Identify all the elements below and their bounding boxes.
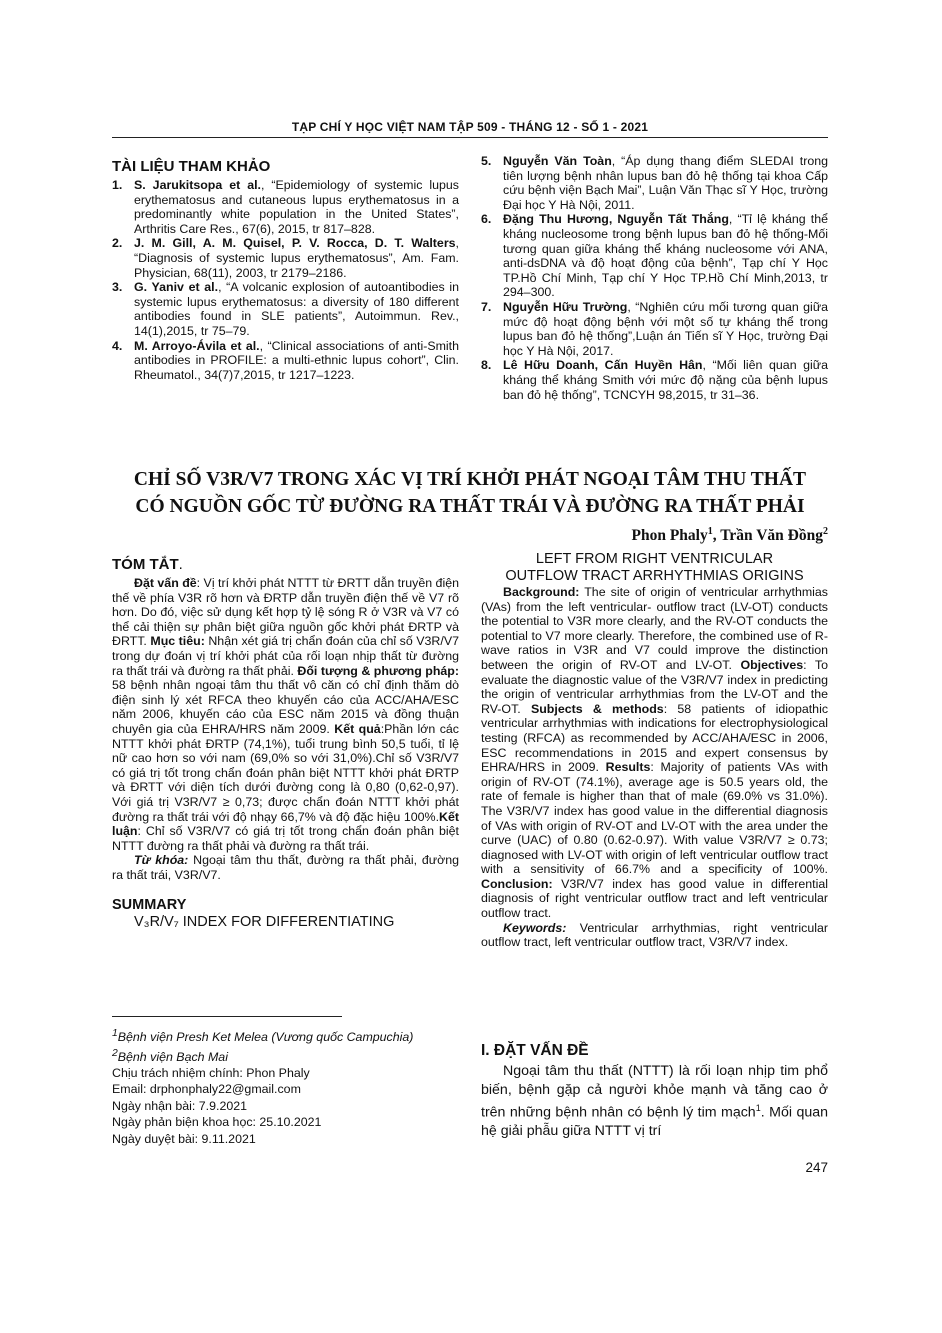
reference-authors: S. Jarukitsopa et al. <box>134 178 261 192</box>
label-intro: Đặt vấn đề <box>134 576 197 590</box>
english-title-line-3: OUTFLOW TRACT ARRHYTHMIAS ORIGINS <box>505 568 804 584</box>
abstract-methods-text: 58 bệnh nhân ngoại tâm thu thất vô căn có chỉ định thăm dò điện sinh lý xét RFCA theo khuyến cáo của ACC/AHA/ESC năm 2006, khuyến cáo của ESC năm 2015 và đồng thuận chuyên gia của EHRA/HRS năm 2009. <box>112 678 459 736</box>
reference-number: 5. <box>481 154 492 168</box>
reference-number: 7. <box>481 299 492 314</box>
abstract-left-column <box>112 556 459 931</box>
summary-objectives-text: : To evaluate the diagnostic value of the V3R/V7 index in predicting the origin of ventricular arrhythmias from the LV-OT and the RV-OT. <box>481 657 828 716</box>
introduction-section <box>481 1041 828 1141</box>
reference-text: , “Nghiên cứu mối tương quan giữa mức độ hoạt động bệnh với một số tự kháng thể trong lupus ban đỏ hệ thống”,Luận án Tiến sĩ Y Học, trường Đại học Y Hà Nội, 2017. <box>503 299 828 358</box>
author-name: Phon Phaly <box>631 527 708 545</box>
date-reviewed: Ngày phản biện khoa học: 25.10.2021 <box>112 1115 322 1130</box>
label-keywords-vi: Từ khóa: <box>134 853 189 868</box>
reference-item <box>481 358 828 402</box>
reference-authors: J. M. Gill, A. M. Quisel, P. V. Rocca, D. T. Walters <box>134 236 456 251</box>
label-keywords-en: Keywords: <box>503 920 567 935</box>
article-authors <box>631 526 828 545</box>
reference-text: , “Mối liên quan giữa kháng thể kháng Smith với mức độ nặng của bệnh lupus ban đỏ hệ thống”, TCNCYH 98,2015, tr 31–36. <box>503 358 828 402</box>
abstract-results-text: :Phần lớn các NTTT khởi phát ĐRTP (74,1%), tuổi trung bình 50,5 tuổi, tỉ lệ nữ cao hơn so với nam (69,0% so với 31,0%).Chỉ số V3R/V7 có giá trị tốt trong chẩn đoán phân biệt NTTT khởi phát ĐRTP và ĐRTT với diện tích dưới đường cong là 0,80 (0,62-0,97). Với giá trị V3R/V7 ≥ 0,73; được chẩn đoán NTTT khởi phát đường ra thất trái với độ nhạy 66,7% và độ đặc hiệu 100%. <box>112 721 459 824</box>
label-results-en: Results <box>605 760 651 775</box>
reference-authors: M. Arroyo-Ávila et al. <box>134 338 260 353</box>
summary-background-text: The site of origin of ventricular arrhythmias (VAs) from the left ventricular- outflow tract (LV-OT) conducts the potential to V3R more clearly, and the RV-OT conducts the potential to V7 more clearly. Therefore, the combined use of R-wave ratios in V3R and V7 could improve the distinction between the origin of RV-OT and LV-OT. <box>481 585 828 672</box>
date-accepted: Ngày duyệt bài: 9.11.2021 <box>112 1131 256 1146</box>
reference-item <box>481 212 828 300</box>
reference-item <box>112 236 459 280</box>
label-methods: Đối tượng & phương pháp: <box>297 663 459 678</box>
summary-heading: SUMMARY <box>112 897 187 914</box>
reference-authors: Lê Hữu Doanh, Cấn Huyền Hân <box>503 358 703 373</box>
reference-number: 8. <box>481 358 492 373</box>
abstract-heading <box>112 556 459 574</box>
introduction-text-continued: . Mối quan hệ giải phẫu giữa NTTT vị trí <box>481 1104 829 1140</box>
affiliation-mark: 1 <box>112 1028 118 1039</box>
reference-number: 1. <box>112 178 123 192</box>
label-objectives-en: Objectives <box>740 657 804 672</box>
label-methods-en: Subjects & methods <box>530 701 664 716</box>
reference-authors: Nguyễn Văn Toàn <box>503 154 612 168</box>
affiliation-1-text: Bệnh viện Presh Ket Melea (Vương quốc Campuchia) <box>117 1030 414 1045</box>
reference-text: , “Clinical associations of anti-Smith antibodies in PROFILE: a multi-ethnic lupus cohort”, Clin. Rheumatol., 34(7)7,2015, tr 1217–1223. <box>134 338 459 382</box>
abstract-vi-paragraph <box>112 576 459 853</box>
reference-number: 2. <box>112 236 123 251</box>
label-objectives: Mục tiêu: <box>150 634 205 649</box>
affiliation-mark: 2 <box>112 1047 118 1059</box>
reference-text: , “A volcanic explosion of autoantibodies in systemic lupus erythematosus: a diversity of 180 different antibodies found in SLE patients”, Autoimmun. Rev., 14(1),2015, tr 75–79. <box>134 280 459 338</box>
corresponding-author: Chịu trách nhiệm chính: Phon Phaly <box>112 1066 310 1081</box>
introduction-text: Ngoại tâm thu thất (NTTT) là rối loạn nhịp tim phổ biến, bệnh gặp cả người khỏe mạnh và tăng cao ở trên những bệnh nhân có bệnh lý tim mạch <box>481 1063 828 1121</box>
reference-text: , “Tỉ lệ kháng thể kháng nucleosome trong bệnh lupus ban đỏ hệ thống-Mối tương quan giữa kháng thể kháng nucleosome với ANA, anti-dsDNA và độ hoạt động của bệnh”, Tạp chí Y Học TP.Hồ Chí Minh, Tạp chí Y Học TP.Hồ Chí Minh,2013, tr 294–300. <box>503 212 828 300</box>
reference-item <box>481 154 828 212</box>
reference-list-continued <box>481 154 828 402</box>
reference-item <box>481 300 828 358</box>
abstract-heading-text: TÓM TẮT <box>112 556 179 573</box>
reference-number: 6. <box>481 212 492 227</box>
summary-paragraph <box>481 585 828 921</box>
reference-text: , “Epidemiology of systemic lupus erythematosus and cutaneous lupus erythematosus in a predominantly white population in the United States”, Arthritis Care Res., 67(6), 2015, tr 817–828. <box>134 178 459 236</box>
reference-number: 4. <box>112 338 123 353</box>
reference-list <box>112 178 459 382</box>
reference-authors: Nguyễn Hữu Trường <box>503 299 628 314</box>
introduction-heading: I. ĐẶT VẤN ĐỀ <box>481 1042 589 1059</box>
abstract-objectives-text: Nhận xét giá trị chẩn đoán của chỉ số V3R/V7 trong dự đoán vị trí khởi phát của rối loạn nhịp thất từ đường ra thất trái và đường ra thất phải. <box>112 634 459 678</box>
english-title-line-1: V₃R/V₇ INDEX FOR DIFFERENTIATING <box>134 914 395 931</box>
running-head: TẠP CHÍ Y HỌC VIỆT NAM TẬP 509 - THÁNG 12 - SỐ 1 - 2021 <box>291 120 649 134</box>
keywords-en-text: Ventricular arrhythmias, right ventricular outflow tract, left ventricular outflow tract, V3R/V7 index. <box>481 920 828 950</box>
author-affiliation-mark: 2 <box>823 526 828 537</box>
author-name: Trần Văn Đồng <box>720 527 823 545</box>
author-separator: , <box>712 527 721 545</box>
references-left-column <box>112 158 459 382</box>
reference-text: , “Diagnosis of systemic lupus erythematosus”, Am. Fam. Physician, 68(11), 2003, tr 2179–2186. <box>134 236 459 280</box>
email: Email: drphonphaly22@gmail.com <box>112 1082 301 1097</box>
summary-results-text: : Majority of patients VAs with origin of RV-OT (74.1%), average age is 50.5 years old, the rate of female is higher than that of male (69.0% vs 31.0%). The V3R/V7 index has good value in the differential diagnosis of VAs with origin of RV-OT and LV-OT with the area under the curve (UAC) of 0.80 (0.62-0.97). With value V3R/V7 ≥ 0.73; diagnosed with LV-OT with origin of left ventricular outflow tract with a sensitivity of 66.7% and a specificity of 100%. <box>481 760 828 877</box>
label-conclusion: Kết luận <box>112 809 459 839</box>
label-results: Kết quả <box>334 721 381 736</box>
label-conclusion-en: Conclusion: <box>481 876 553 891</box>
reference-item <box>112 339 459 383</box>
footnotes <box>112 1026 472 1147</box>
references-heading: TÀI LIỆU THAM KHẢO <box>112 158 271 175</box>
affiliation-2-text: Bệnh viện Bạch Mai <box>117 1049 228 1064</box>
label-background: Background: <box>503 585 580 599</box>
reference-authors: Đặng Thu Hương, Nguyễn Tất Thắng <box>503 212 729 227</box>
article-title-line-1: CHỈ SỐ V3R/V7 TRONG XÁC VỊ TRÍ KHỞI PHÁT NGOẠI TÂM THU THẤT <box>133 469 807 490</box>
affiliation-2 <box>112 1046 472 1066</box>
summary-methods-text: : 58 patients of idiopathic ventricular arrhythmias with indications for electrophysiological testing (RFCA) as recommended by ACC/AHA/ESC in 2006, ESC recommendations in 2015 and expert consensus by EHRA/HRS in 2009. <box>481 701 829 775</box>
english-title-line-2: LEFT FROM RIGHT VENTRICULAR <box>535 551 774 567</box>
affiliation-1 <box>112 1026 472 1046</box>
author-affiliation-mark: 1 <box>707 526 713 537</box>
summary-conclusion-text: V3R/V7 index has good value in differential diagnosis of right ventricular outflow tract and left ventricular outflow tract. <box>481 876 828 921</box>
abstract-heading-dot: . <box>178 556 183 573</box>
reference-item <box>112 280 459 338</box>
article-title <box>112 466 828 520</box>
abstract-intro-text: : Vị trí khởi phát NTTT từ ĐRTT dẫn truyền điện thế về phía V3R rõ hơn và ĐRTP dẫn truyền điện thế về V7 rõ hơn. Do đó, việc sử dụng kết hợp tỷ lệ sóng R ở V3R và V7 có thể cải thiện sự phân biệt giữa nguồn gốc khởi phát ĐRTP và ĐRTT. <box>112 576 459 649</box>
citation-mark: 1 <box>755 1103 761 1113</box>
reference-number: 3. <box>112 280 123 295</box>
reference-item <box>112 178 459 236</box>
article-title-line-2: CÓ NGUỒN GỐC TỪ ĐƯỜNG RA THẤT TRÁI VÀ ĐƯỜNG RA THẤT PHẢI <box>135 496 805 517</box>
reference-text: , “Áp dụng thang điểm SLEDAI trong tiên lượng bệnh nhân lupus ban đỏ hệ thống tại khoa Cấp cứu bệnh viện Bạch Mai”, Luận Văn Thạc sĩ Y Học, trường Đại học Y Hà Nội, 2011. <box>503 154 828 212</box>
keywords-vi-text: Ngoại tâm thu thất, đường ra thất phải, đường ra thất trái, V3R/V7. <box>112 853 459 882</box>
summary-right-column <box>481 551 828 950</box>
introduction-paragraph <box>481 1062 828 1141</box>
header-rule <box>112 137 828 138</box>
summary-keywords <box>481 921 828 950</box>
date-received: Ngày nhận bài: 7.9.2021 <box>112 1098 248 1113</box>
reference-authors: G. Yaniv et al. <box>134 280 219 295</box>
abstract-conclusion-text: : Chỉ số V3R/V7 có giá trị tốt trong chẩn đoán phân biệt NTTT đường ra thất phải và đường ra thất trái. <box>112 824 459 853</box>
page-number: 247 <box>805 1160 828 1175</box>
references-right-column <box>481 154 828 402</box>
abstract-vi-keywords <box>112 853 459 882</box>
footnote-rule <box>112 1016 342 1017</box>
